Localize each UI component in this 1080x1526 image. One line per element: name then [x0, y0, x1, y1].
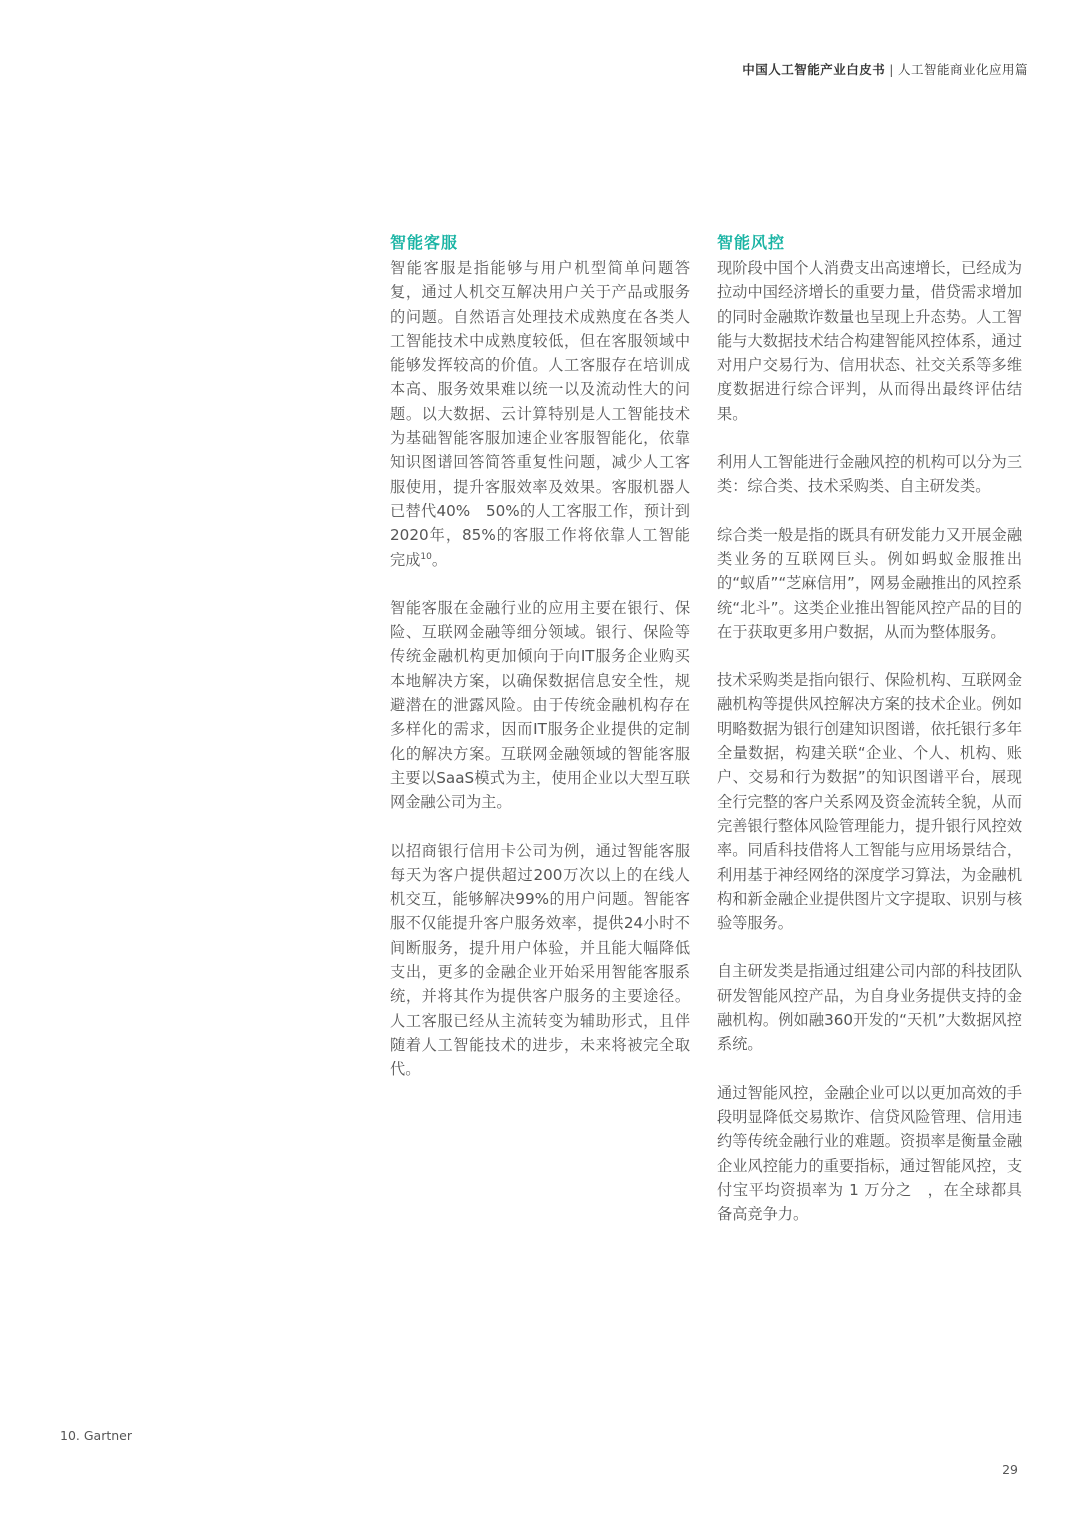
- right-column: [717, 232, 1022, 1250]
- right-paragraph-4: 技术采购类是指向银行、保险机构、互联网金融机构等提供风控解决方案的技术企业。例如明略数据为银行创建知识图谱，依托银行多年全量数据，构建关联“企业、个人、机构、账户、交易和行为数据”的知识图谱平台，展现全行完整的客户关系网及资金流转全貌，从而完善银行整体风险管理能力，提升银行风控效率。同盾科技借将人工智能与应用场景结合，利用基于神经网络的深度学习算法，为金融机构和新金融企业提供图片文字提取、识别与核验等服务。: [717, 671, 1022, 933]
- left-paragraph-3: 以招商银行信用卡公司为例，通过智能客服每天为客户提供超过200万次以上的在线人机交互，能够解决99%的用户问题。智能客服不仅能提升客户服务效率，提供24小时不间断服务，提升用户体验，并且能大幅降低支出，更多的金融企业开始采用智能客服系统，并将其作为提供客户服务的主要途径。人工客服已经从主流转变为辅助形式，且伴随着人工智能技术的进步，未来将被完全取代。: [390, 841, 690, 1079]
- left-paragraph-1-text: 智能客服是指能够与用户机型简单问题答复，通过人机交互解决用户关于产品或服务的问题。自然语言处理技术成熟度在各类人工智能技术中成熟度较低，但在客服领域中能够发挥较高的价值。人工客服存在培训成本高、服务效果难以统一以及流动性大的问题。以大数据、云计算特别是人工智能技术为基础智能客服加速企业客服智能化，依靠知识图谱回答简答重复性问题，减少人工客服使用，提升客服效率及效果。客服机器人已替代40% 50%的人工客服工作，预计到2020年，85%的客服工作将依靠人工智能完成: [390, 259, 690, 569]
- footnote: 10. Gartner: [60, 1428, 132, 1443]
- left-column: [390, 232, 690, 1106]
- footnote-ref: 10: [420, 551, 432, 562]
- left-paragraph-2: 智能客服在金融行业的应用主要在银行、保险、互联网金融等细分领域。银行、保险等传统金融机构更加倾向于向IT服务企业购买本地解决方案，以确保数据信息安全性，规避潜在的泄露风险。由于传统金融机构存在多样化的需求，因而IT服务企业提供的定制化的解决方案。互联网金融领域的智能客服主要以SaaS模式为主，使用企业以大型互联网金融公司为主。: [390, 598, 690, 812]
- header-separator: |: [889, 62, 894, 77]
- section-title-smart-risk-control: 智能风控: [717, 233, 786, 252]
- running-header: [742, 60, 1028, 78]
- book-title: 中国人工智能产业白皮书: [742, 62, 886, 77]
- chapter-title: 人工智能商业化应用篇: [897, 62, 1028, 77]
- right-paragraph-1: 现阶段中国个人消费支出高速增长，已经成为拉动中国经济增长的重要力量，借贷需求增加的同时金融欺诈数量也呈现上升态势。人工智能与大数据技术结合构建智能风控体系，通过对用户交易行为、信用状态、社交关系等多维度数据进行综合评判，从而得出最终评估结果。: [717, 259, 1022, 423]
- left-paragraph-1: 智能客服是指能够与用户机型简单问题答复，通过人机交互解决用户关于产品或服务的问题。自然语言处理技术成熟度在各类人工智能技术中成熟度较低，但在客服领域中能够发挥较高的价值。人工客服存在培训成本高、服务效果难以统一以及流动性大的问题。以大数据、云计算特别是人工智能技术为基础智能客服加速企业客服智能化，依靠知识图谱回答简答重复性问题，减少人工客服使用，提升客服效率及效果。客服机器人已替代40% 50%的人工客服工作，预计到2020年，85%的客服工作将依靠人工智能完成$^{10}$。: [390, 259, 690, 569]
- page-number: 29: [1002, 1462, 1018, 1477]
- right-paragraph-6: 通过智能风控，金融企业可以以更加高效的手段明显降低交易欺诈、信贷风险管理、信用违约等传统金融行业的难题。资损率是衡量金融企业风控能力的重要指标，通过智能风控，支付宝平均资损率为 1 万分之 ，在全球都具备高竞争力。: [717, 1083, 1022, 1224]
- right-paragraph-5: 自主研发类是指通过组建公司内部的科技团队研发智能风控产品，为自身业务提供支持的金融机构。例如融360开发的“天机”大数据风控系统。: [717, 962, 1022, 1054]
- right-paragraph-2: 利用人工智能进行金融风控的机构可以分为三类：综合类、技术采购类、自主研发类。: [717, 453, 1022, 496]
- section-title-smart-customer-service: 智能客服: [390, 233, 459, 252]
- right-paragraph-3: 综合类一般是指的既具有研发能力又开展金融类业务的互联网巨头。例如蚂蚁金服推出的“蚁盾”“芝麻信用”，网易金融推出的风控系统“北斗”。这类企业推出智能风控产品的目的在于获取更多用户数据，从而为整体服务。: [717, 525, 1022, 641]
